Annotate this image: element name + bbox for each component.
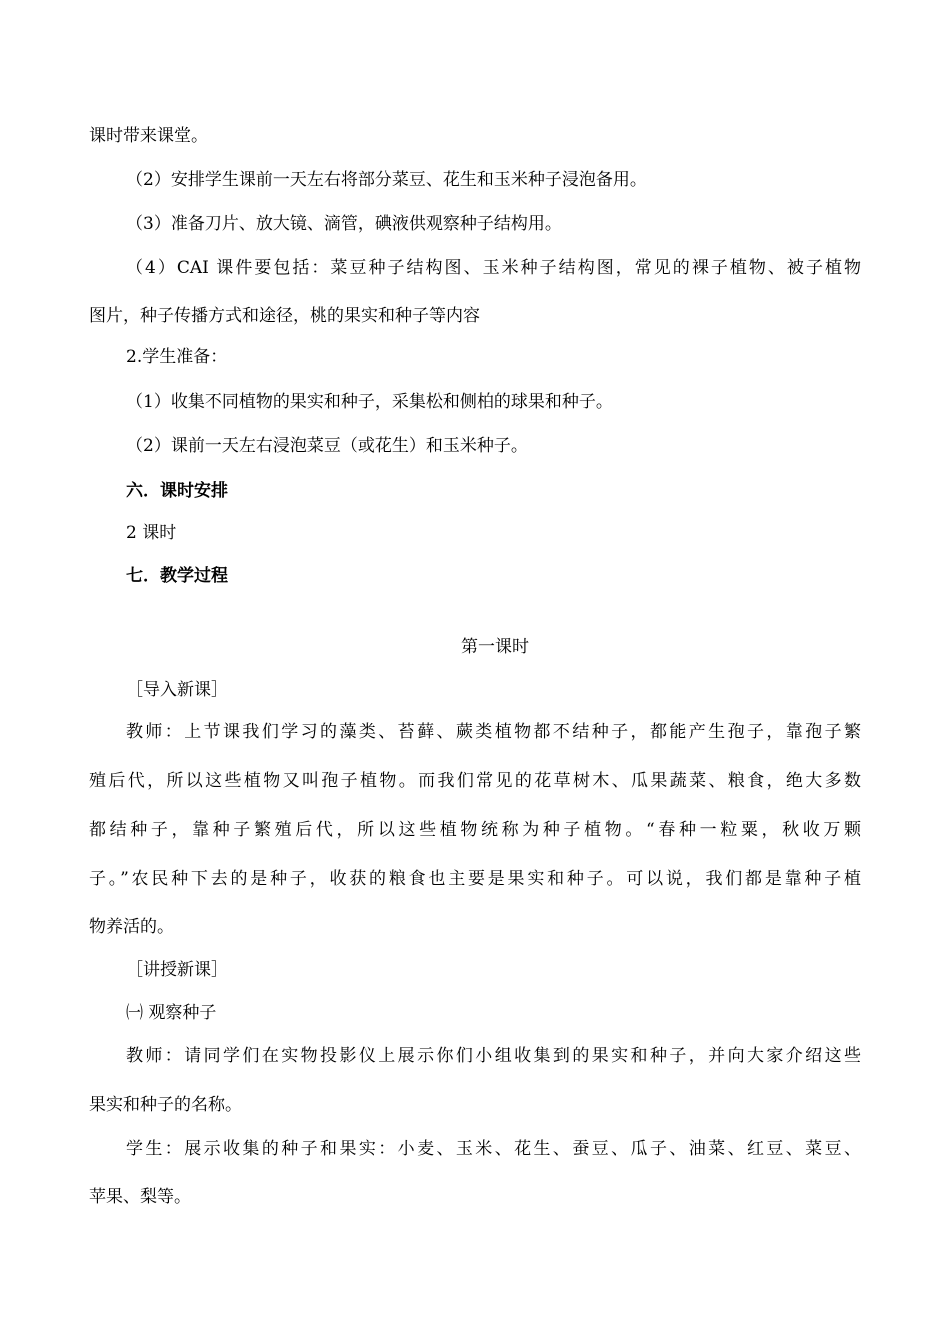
- paragraph-line: 果实和种子的名称。: [89, 1095, 242, 1115]
- paragraph-line: （4）CAI 课件要包括：菜豆种子结构图、玉米种子结构图，常见的裸子植物、被子植物: [126, 258, 861, 278]
- paragraph-line: 教师：上节课我们学习的藻类、苔藓、蕨类植物都不结种子，都能产生孢子，靠孢子繁: [126, 722, 861, 742]
- paragraph-line: （2）课前一天左右浸泡菜豆（或花生）和玉米种子。: [126, 436, 528, 456]
- paragraph-line: 课时带来课堂。: [89, 126, 208, 146]
- paragraph-line: 2 课时: [126, 523, 177, 543]
- paragraph-line: 学生：展示收集的种子和果实：小麦、玉米、花生、蚕豆、瓜子、油菜、红豆、菜豆、: [126, 1139, 861, 1159]
- subsection-label: ［导入新课］: [126, 680, 228, 700]
- subsection-label: ［讲授新课］: [126, 960, 228, 980]
- section-subheading: 2.学生准备：: [126, 347, 228, 367]
- paragraph-line: 殖后代，所以这些植物又叫孢子植物。而我们常见的花草树木、瓜果蔬菜、粮食，绝大多数: [89, 771, 861, 791]
- subsection-heading: ㈠ 观察种子: [126, 1003, 217, 1023]
- paragraph-line: 都结种子，靠种子繁殖后代，所以这些植物统称为种子植物。“春种一粒粟，秋收万颗: [89, 820, 861, 840]
- paragraph-line: 图片，种子传播方式和途径，桃的果实和种子等内容: [89, 306, 480, 326]
- paragraph-line: （2）安排学生课前一天左右将部分菜豆、花生和玉米种子浸泡备用。: [126, 170, 647, 190]
- section-heading: 六．课时安排: [126, 481, 228, 501]
- lesson-title: 第一课时: [461, 637, 529, 657]
- paragraph-line: 物养活的。: [89, 917, 174, 937]
- section-heading: 七．教学过程: [126, 566, 228, 586]
- paragraph-line: 苹果、梨等。: [89, 1187, 191, 1207]
- paragraph-line: 教师：请同学们在实物投影仪上展示你们小组收集到的果实和种子，并向大家介绍这些: [126, 1046, 861, 1066]
- paragraph-line: 子。”农民种下去的是种子，收获的粮食也主要是果实和种子。可以说，我们都是靠种子植: [89, 869, 861, 889]
- paragraph-line: （3）准备刀片、放大镜、滴管，碘液供观察种子结构用。: [126, 214, 562, 234]
- paragraph-line: （1）收集不同植物的果实和种子，采集松和侧柏的球果和种子。: [126, 392, 613, 412]
